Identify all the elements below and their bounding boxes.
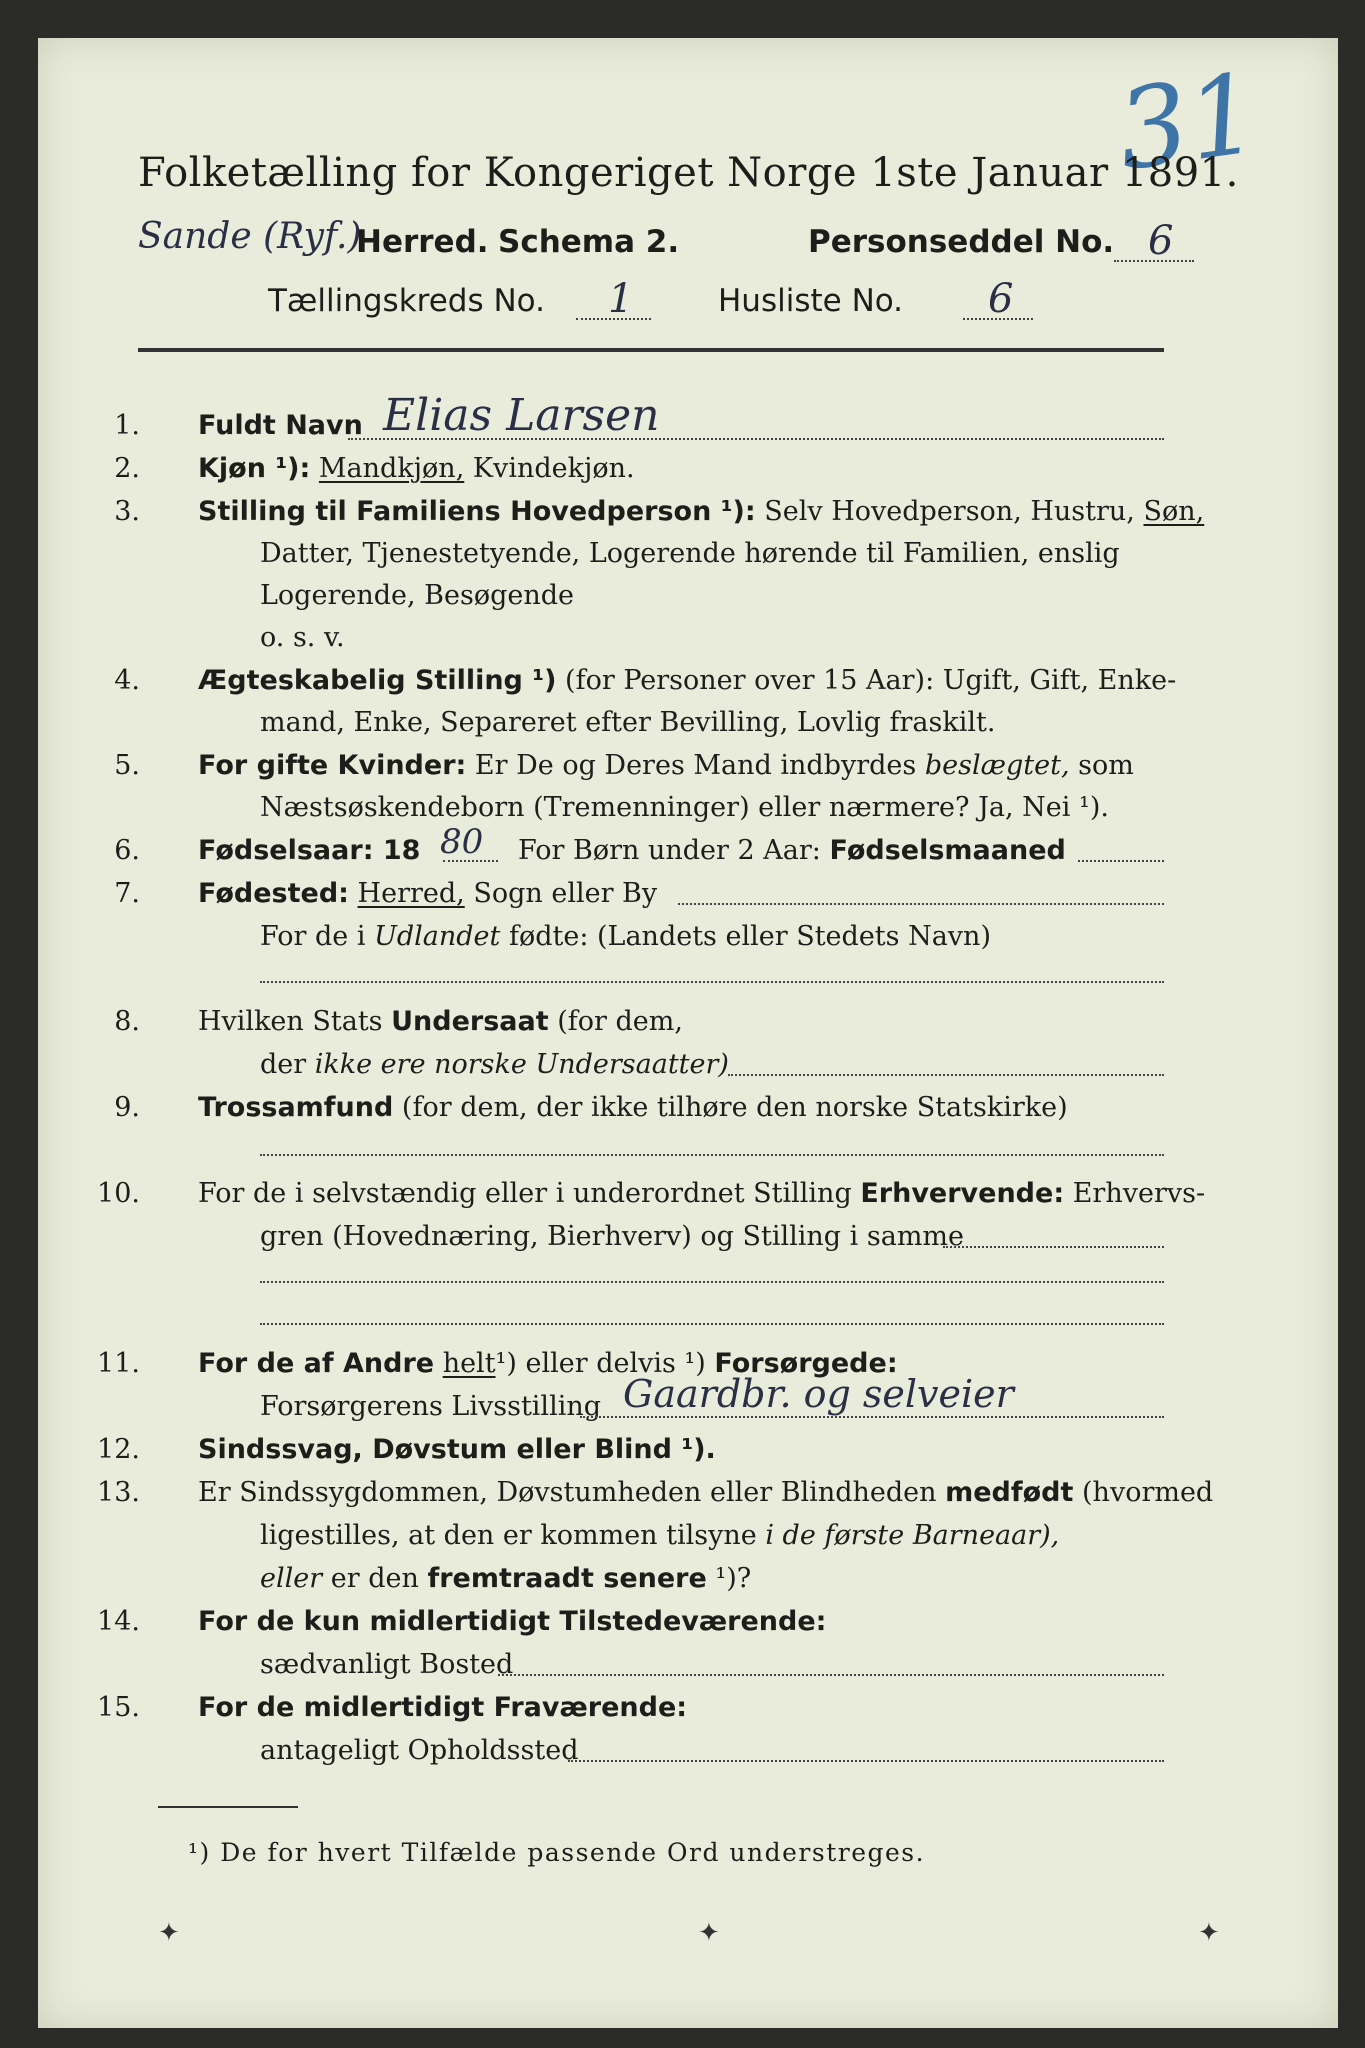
q3-text: Selv Hovedperson, Hustru, — [764, 496, 1135, 527]
q4-number: 4. — [114, 665, 140, 696]
q7-line2-b: fødte: (Landets eller Stedets Navn) — [508, 921, 991, 952]
q11-line2: Forsørgerens Livsstilling — [260, 1391, 602, 1422]
q2-number: 2. — [114, 453, 140, 484]
q1-label: Fuldt Navn — [198, 410, 363, 441]
q9-number: 9. — [114, 1092, 140, 1123]
q6-label: Fødselsaar: 18 — [198, 835, 421, 866]
q7-line1 — [198, 878, 657, 909]
registration-mark-center: ✦ — [698, 1918, 720, 1948]
footnote-rule — [158, 1806, 298, 1808]
header-divider — [138, 348, 1164, 352]
q8-text-a: Hvilken Stats — [198, 1006, 383, 1037]
q13-line3 — [260, 1563, 751, 1594]
q13-line3-label: fremtraadt senere — [427, 1563, 707, 1594]
q13-text-a: Er Sindssygdommen, Døvstumheden eller Blindheden — [198, 1477, 937, 1508]
q11-option-helt: helt — [442, 1348, 496, 1379]
q13-line3-a: er den — [330, 1563, 419, 1594]
q13-line3-italic: eller — [260, 1563, 323, 1594]
personseddel-label: Personseddel No. — [808, 224, 1115, 260]
page-number: 31 — [1109, 48, 1267, 196]
q3-line1 — [198, 496, 1204, 527]
q7-line2-a: For de i — [260, 921, 366, 952]
q10-number: 10. — [97, 1178, 140, 1209]
q3-line2: Datter, Tjenestetyende, Logerende hørende til Familien, enslig — [260, 538, 1120, 569]
q2-line — [198, 453, 635, 484]
q13-text-b: (hvormed — [1082, 1477, 1214, 1508]
q5-line1 — [198, 750, 1134, 781]
q7-label: Fødested: — [198, 878, 349, 909]
q13-number: 13. — [97, 1477, 140, 1508]
q14-label: For de kun midlertidigt Tilstedeværende: — [198, 1606, 827, 1637]
q15-line2: antageligt Opholdssted — [260, 1735, 579, 1766]
schema-label: Schema 2. — [498, 224, 680, 260]
q6-text: For Børn under 2 Aar: — [518, 835, 821, 866]
q11-label-b: Forsørgede: — [714, 1348, 898, 1379]
q3-number: 3. — [114, 496, 140, 527]
q15-label: For de midlertidigt Fraværende: — [198, 1692, 688, 1723]
q11-number: 11. — [97, 1348, 140, 1379]
q1-name-value: Elias Larsen — [383, 390, 660, 441]
q14-number: 14. — [97, 1606, 140, 1637]
q4-text: (for Personer over 15 Aar): Ugift, Gift, Enke- — [565, 665, 1177, 696]
q6-number: 6. — [114, 835, 140, 866]
q12-number: 12. — [97, 1434, 140, 1465]
q3-line4: o. s. v. — [260, 622, 345, 653]
q5-text-a: Er De og Deres Mand indbyrdes — [474, 750, 917, 781]
q13-line1 — [198, 1477, 1213, 1508]
q13-label: medfødt — [945, 1477, 1074, 1508]
q12-label: Sindssvag, Døvstum eller Blind ¹). — [198, 1434, 716, 1465]
husliste-label: Husliste No. — [718, 283, 904, 319]
q4-line2: mand, Enke, Separeret efter Bevilling, Lovlig fraskilt. — [260, 707, 996, 738]
census-form-sheet — [38, 38, 1338, 2028]
q3-line3: Logerende, Besøgende — [260, 580, 574, 611]
q11-provider-value: Gaardbr. og selveier — [623, 1372, 1014, 1416]
q3-option-son: Søn, — [1143, 496, 1205, 527]
husliste-value: 6 — [988, 276, 1014, 322]
q9-text: (for dem, der ikke tilhøre den norske Statskirke) — [401, 1092, 1068, 1123]
q5-label: For gifte Kvinder: — [198, 750, 467, 781]
q11-label-a: For de af Andre — [198, 1348, 435, 1379]
herred-value: Sande (Ryf.) — [138, 216, 362, 257]
personseddel-value: 6 — [1148, 218, 1174, 264]
q6-label2: Fødselsmaaned — [829, 835, 1066, 866]
registration-mark-left: ✦ — [158, 1918, 180, 1948]
q8-label: Undersaat — [391, 1006, 549, 1037]
q6-line — [518, 835, 1066, 866]
q4-line1 — [198, 665, 1176, 696]
q13-line2-a: ligestilles, at den er kommen tilsyne — [260, 1520, 757, 1551]
q10-label: Erhvervende: — [860, 1178, 1065, 1209]
taellingskreds-label: Tællingskreds No. — [268, 283, 545, 319]
q9-label: Trossamfund — [198, 1092, 394, 1123]
q5-text-italic: beslægtet, — [924, 750, 1070, 781]
q1-number: 1. — [114, 410, 140, 441]
q10-line1 — [198, 1178, 1205, 1209]
q8-line2 — [260, 1049, 729, 1080]
q10-text-a: For de i selvstændig eller i underordnet Stilling — [198, 1178, 852, 1209]
q5-line2: Næstsøskendeborn (Tremenninger) eller nærmere? Ja, Nei ¹). — [260, 792, 1109, 823]
taellingskreds-value: 1 — [608, 276, 634, 322]
herred-label: Herred. — [356, 224, 489, 260]
q2-label: Kjøn ¹): — [198, 453, 311, 484]
q11-text: ¹) eller delvis ¹) — [495, 1348, 706, 1379]
q9-line — [198, 1092, 1068, 1123]
q8-line2-a: der — [260, 1049, 307, 1080]
q7-line2-italic: Udlandet — [374, 921, 501, 952]
q13-line2 — [260, 1520, 1059, 1551]
footnote: ¹) De for hvert Tilfælde passende Ord understreges. — [188, 1838, 926, 1867]
q2-option-kvindekjon: Kvindekjøn. — [472, 453, 635, 484]
q7-text: Sogn eller By — [473, 878, 658, 909]
q4-label: Ægteskabelig Stilling ¹) — [198, 665, 557, 696]
registration-mark-right: ✦ — [1198, 1918, 1220, 1948]
form-title: Folketælling for Kongeriget Norge 1ste Januar 1891. — [138, 150, 1239, 196]
q10-text-b: Erhvervs- — [1072, 1178, 1206, 1209]
q5-text-b: som — [1078, 750, 1134, 781]
q3-label: Stilling til Familiens Hovedperson ¹): — [198, 496, 756, 527]
q7-number: 7. — [114, 878, 140, 909]
q7-line2 — [260, 921, 991, 952]
q13-line3-b: ¹)? — [715, 1563, 752, 1594]
q7-option-herred: Herred, — [357, 878, 465, 909]
q2-option-mandkjon: Mandkjøn, — [318, 453, 465, 484]
q8-line1 — [198, 1006, 683, 1037]
q13-line2-italic: i de første Barneaar), — [765, 1520, 1060, 1551]
q15-number: 15. — [97, 1692, 140, 1723]
q14-line2: sædvanligt Bosted — [260, 1649, 514, 1680]
q8-text-b: (for dem, — [557, 1006, 683, 1037]
q5-number: 5. — [114, 750, 140, 781]
q6-year-value: 80 — [440, 822, 484, 862]
q10-line2: gren (Hovednæring, Bierhverv) og Stilling i samme — [260, 1221, 965, 1252]
q8-line2-italic: ikke ere norske Undersaatter) — [314, 1049, 729, 1080]
q8-number: 8. — [114, 1006, 140, 1037]
